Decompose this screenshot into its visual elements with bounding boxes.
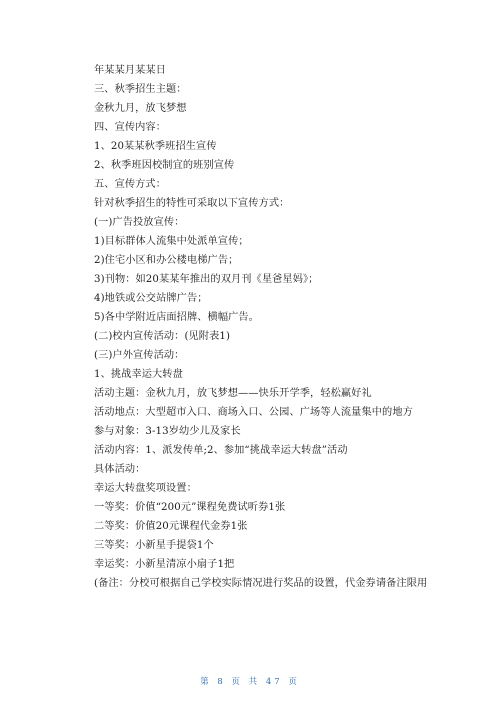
text-line: (三)户外宣传活动： [94, 350, 185, 361]
text-line: 1、挑战幸运大转盘 [94, 369, 183, 380]
text-line: 金秋九月，放飞梦想 [94, 103, 187, 114]
text-line: 活动内容：1、派发传单;2、参加“挑战幸运大转盘”活动 [94, 445, 348, 456]
text-line: 三、秋季招生主题： [94, 84, 187, 95]
text-line: 幸运奖：小新星清凉小扇子1把 [94, 559, 235, 570]
text-line: (二)校内宣传活动：(见附表1) [94, 331, 231, 342]
text-line: 2、秋季班因校制宜的班别宣传 [94, 160, 235, 171]
text-line: 活动主题：金秋九月，放飞梦想——快乐开学季，轻松赢好礼 [94, 388, 372, 399]
text-line: (一)广告投放宣传： [94, 217, 185, 228]
text-line: (备注：分校可根据自己学校实际情况进行奖品的设置，代金券请备注限用 [94, 578, 428, 589]
text-line: 5)各中学附近店面招牌、横幅广告。 [94, 312, 259, 323]
text-line: 五、宣传方式： [94, 179, 167, 190]
text-line: 具体活动： [94, 464, 146, 475]
text-line: 年某某月某某日 [94, 65, 167, 76]
text-line: 4)地铁或公交站牌广告； [94, 293, 208, 304]
text-line: 一等奖：价值“200元”课程免费试听券1张 [94, 502, 286, 513]
text-line: 1、20某某秋季班招生宣传 [94, 141, 217, 152]
text-line: 四、宣传内容： [94, 122, 167, 133]
text-line: 幸运大转盘奖项设置： [94, 483, 197, 494]
text-line: 活动地点：大型超市入口、商场入口、公园、广场等人流量集中的地方 [94, 407, 413, 418]
text-line: 针对秋季招生的特性可采取以下宣传方式： [94, 198, 290, 209]
text-line: 三等奖：小新星手提袋1个 [94, 540, 214, 551]
text-line: 参与对象：3-13岁幼少儿及家长 [94, 426, 241, 437]
page-number-footer: 第 8 页 共 47 页 [200, 677, 300, 687]
text-line: 2)住宅小区和办公楼电梯广告； [94, 255, 239, 266]
text-line: 二等奖：价值20元课程代金券1张 [94, 521, 248, 532]
text-line: 3)刊物：如20某某年推出的双月刊《星爸星妈》； [94, 274, 319, 285]
text-line: 1)目标群体人流集中处派单宣传； [94, 236, 249, 247]
